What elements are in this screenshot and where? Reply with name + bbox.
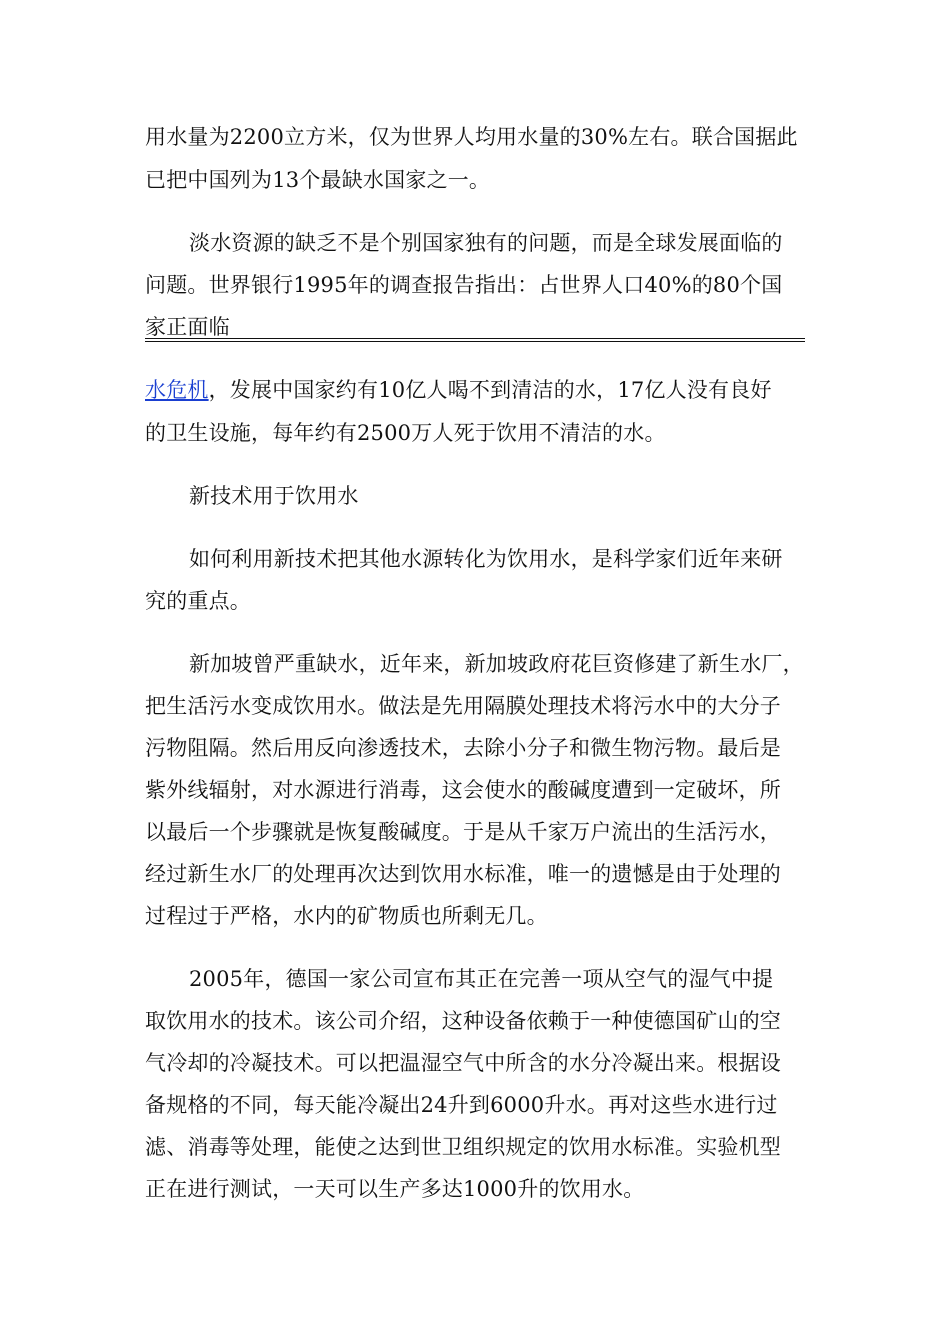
paragraph-5-line-6: 经过新生水厂的处理再次达到饮用水标准，唯一的遗憾是由于处理的 [145, 862, 781, 886]
paragraph-1-line-2: 已把中国列为13个最缺水国家之一。 [145, 168, 491, 192]
paragraph-5-line-1: 新加坡曾严重缺水，近年来，新加坡政府花巨资修建了新生水厂， [189, 652, 804, 676]
paragraph-6-line-4: 备规格的不同，每天能冷凝出24升到6000升水。再对这些水进行过 [145, 1093, 778, 1117]
horizontal-rule [145, 338, 805, 339]
paragraph-5-line-7: 过程过于严格，水内的矿物质也所剩无几。 [145, 904, 548, 928]
paragraph-6-line-3: 气冷却的冷凝技术。可以把温湿空气中所含的水分冷凝出来。根据设 [145, 1051, 781, 1075]
paragraph-2-line-2: 问题。世界银行1995年的调查报告指出：占世界人口40%的80个国 [145, 273, 783, 297]
paragraph-3-line-1 [145, 375, 772, 405]
paragraph-4-line-2: 究的重点。 [145, 589, 251, 613]
paragraph-6-line-1: 2005年，德国一家公司宣布其正在完善一项从空气的湿气中提 [189, 967, 774, 991]
paragraph-5-line-2: 把生活污水变成饮用水。做法是先用隔膜处理技术将污水中的大分子 [145, 694, 781, 718]
paragraph-4-line-1: 如何利用新技术把其他水源转化为饮用水，是科学家们近年来研 [189, 547, 783, 571]
paragraph-5-line-4: 紫外线辐射，对水源进行消毒，这会使水的酸碱度遭到一定破坏，所 [145, 778, 781, 802]
paragraph-5-line-5: 以最后一个步骤就是恢复酸碱度。于是从千家万户流出的生活污水， [145, 820, 781, 844]
paragraph-6-line-6: 正在进行测试，一天可以生产多达1000升的饮用水。 [145, 1177, 645, 1201]
section-heading: 新技术用于饮用水 [189, 484, 359, 508]
paragraph-1-line-1: 用水量为2200立方米，仅为世界人均用水量的30%左右。联合国据此 [145, 125, 798, 149]
water-crisis-link[interactable]: 水危机 [145, 378, 209, 402]
paragraph-3-line-1-rest: ，发展中国家约有10亿人喝不到清洁的水，17亿人没有良好 [208, 378, 772, 402]
paragraph-5-line-3: 污物阻隔。然后用反向渗透技术，去除小分子和微生物污物。最后是 [145, 736, 781, 760]
paragraph-2-line-1: 淡水资源的缺乏不是个别国家独有的问题，而是全球发展面临的 [189, 231, 783, 255]
paragraph-2-line-3: 家正面临 [145, 315, 230, 339]
paragraph-3-line-2: 的卫生设施，每年约有2500万人死于饮用不清洁的水。 [145, 421, 666, 445]
horizontal-rule-second [145, 341, 805, 342]
paragraph-6-line-5: 滤、消毒等处理，能使之达到世卫组织规定的饮用水标准。实验机型 [145, 1135, 781, 1159]
paragraph-6-line-2: 取饮用水的技术。该公司介绍，这种设备依赖于一种使德国矿山的空 [145, 1009, 781, 1033]
